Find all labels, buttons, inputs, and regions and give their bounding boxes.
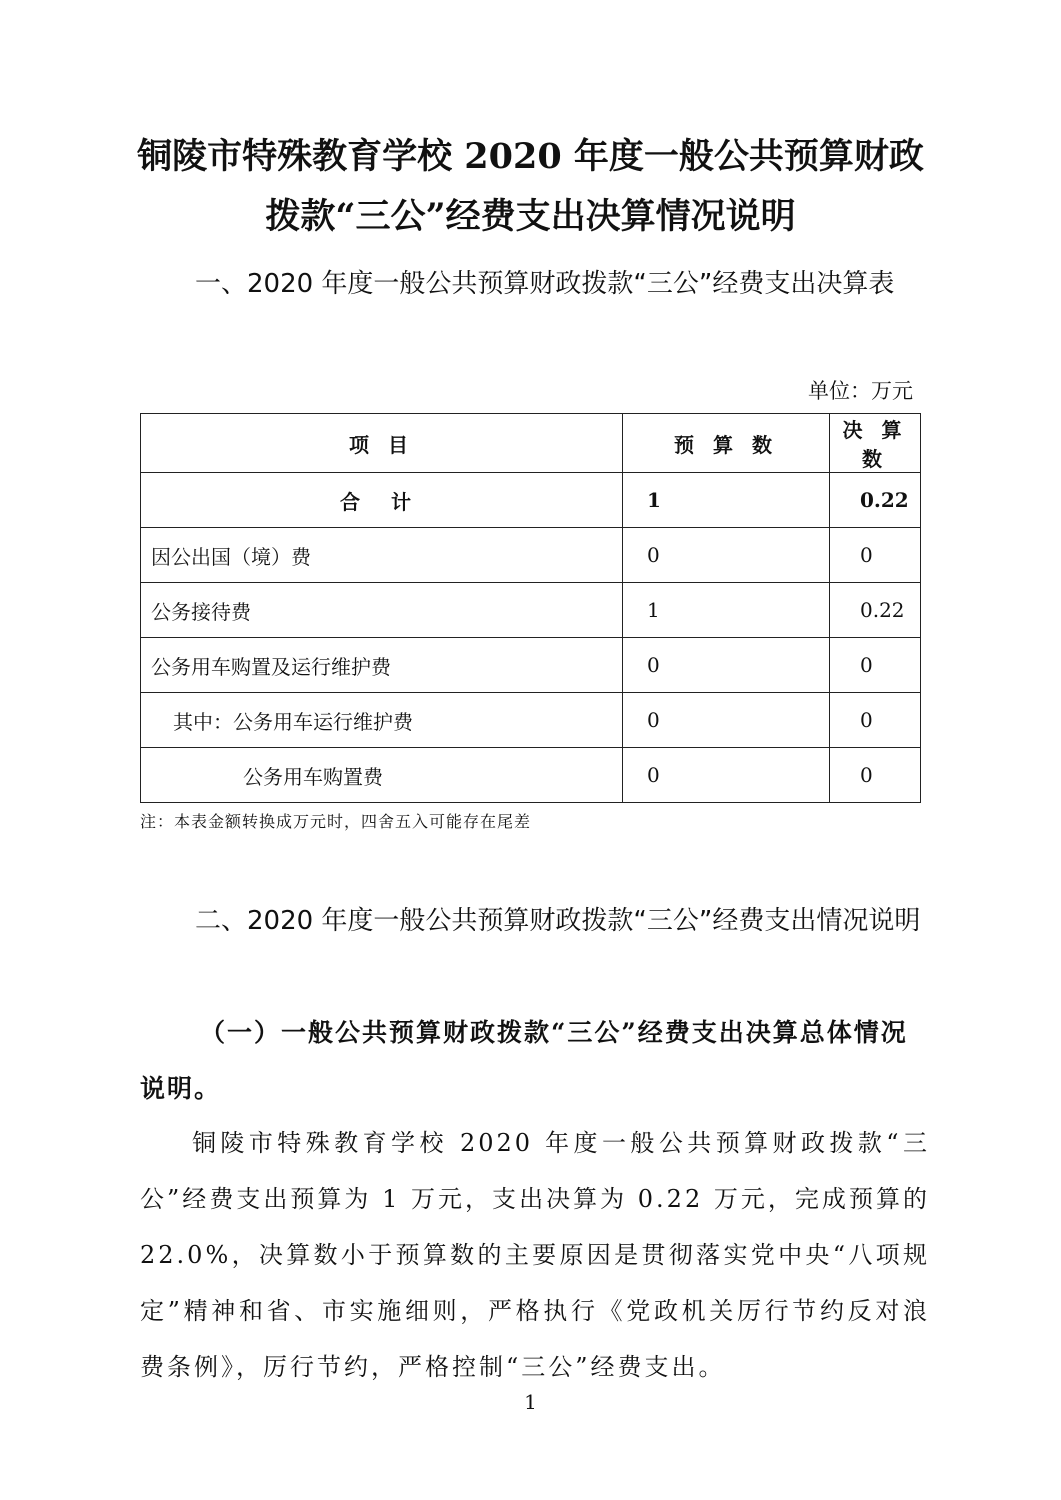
- row-actual: 0: [830, 693, 921, 748]
- document-title-line2: 拨款“三公”经费支出决算情况说明: [265, 196, 796, 237]
- section2-paragraph: 铜陵市特殊教育学校 2020 年度一般公共预算财政拨款“三公”经费支出预算为 1 万元，支出决算为 0.22 万元，完成预算的 22.0%，决算数小于预算数的主要原因是贯彻落实党中央“八项规定”精神和省、市实施细则，严格执行《党政机关厉行节约反对浪费条例》，厉行节约，严格控制“三公”经费支出。: [140, 1129, 930, 1381]
- table-row: [141, 638, 921, 693]
- table-note: 注：本表金额转换成万元时，四舍五入可能存在尾差: [140, 812, 532, 831]
- row-item: 公务用车购置及运行维护费: [141, 638, 623, 693]
- row-budget: 0: [623, 693, 830, 748]
- section2-heading: 二、2020 年度一般公共预算财政拨款“三公”经费支出情况说明: [195, 906, 921, 936]
- row-actual: 0: [830, 748, 921, 803]
- section2-subheading: （一）一般公共预算财政拨款“三公”经费支出决算总体情况说明。: [140, 1018, 908, 1103]
- row-budget: 1: [623, 583, 830, 638]
- row-item: 因公出国（境）费: [141, 528, 623, 583]
- row-item: 公务用车购置费: [141, 748, 623, 803]
- section1-heading: 一、2020 年度一般公共预算财政拨款“三公”经费支出决算表: [195, 269, 895, 299]
- row-item: 其中：公务用车运行维护费: [141, 693, 623, 748]
- table-unit: 单位：万元: [808, 379, 913, 403]
- row-budget: 0: [623, 638, 830, 693]
- table-row: [141, 583, 921, 638]
- row-actual: 0.22: [830, 583, 921, 638]
- table-row: [141, 528, 921, 583]
- row-actual: 0: [830, 528, 921, 583]
- row-actual: 0.22: [830, 473, 921, 528]
- row-item: 公务接待费: [141, 583, 623, 638]
- table-row: [141, 748, 921, 803]
- header-actual: 决 算 数: [830, 414, 921, 473]
- header-item: 项 目: [141, 414, 623, 473]
- row-actual: 0: [830, 638, 921, 693]
- table-row: [141, 693, 921, 748]
- row-budget: 1: [623, 473, 830, 528]
- three-public-expenses-table: [140, 413, 921, 803]
- row-item: 合 计: [141, 473, 623, 528]
- page-number: 1: [524, 1390, 537, 1414]
- row-budget: 0: [623, 528, 830, 583]
- document-title-line1: 铜陵市特殊教育学校 2020 年度一般公共预算财政: [137, 136, 924, 177]
- header-budget: 预 算 数: [623, 414, 830, 473]
- row-budget: 0: [623, 748, 830, 803]
- table-row-total: [141, 473, 921, 528]
- table-header-row: [141, 414, 921, 473]
